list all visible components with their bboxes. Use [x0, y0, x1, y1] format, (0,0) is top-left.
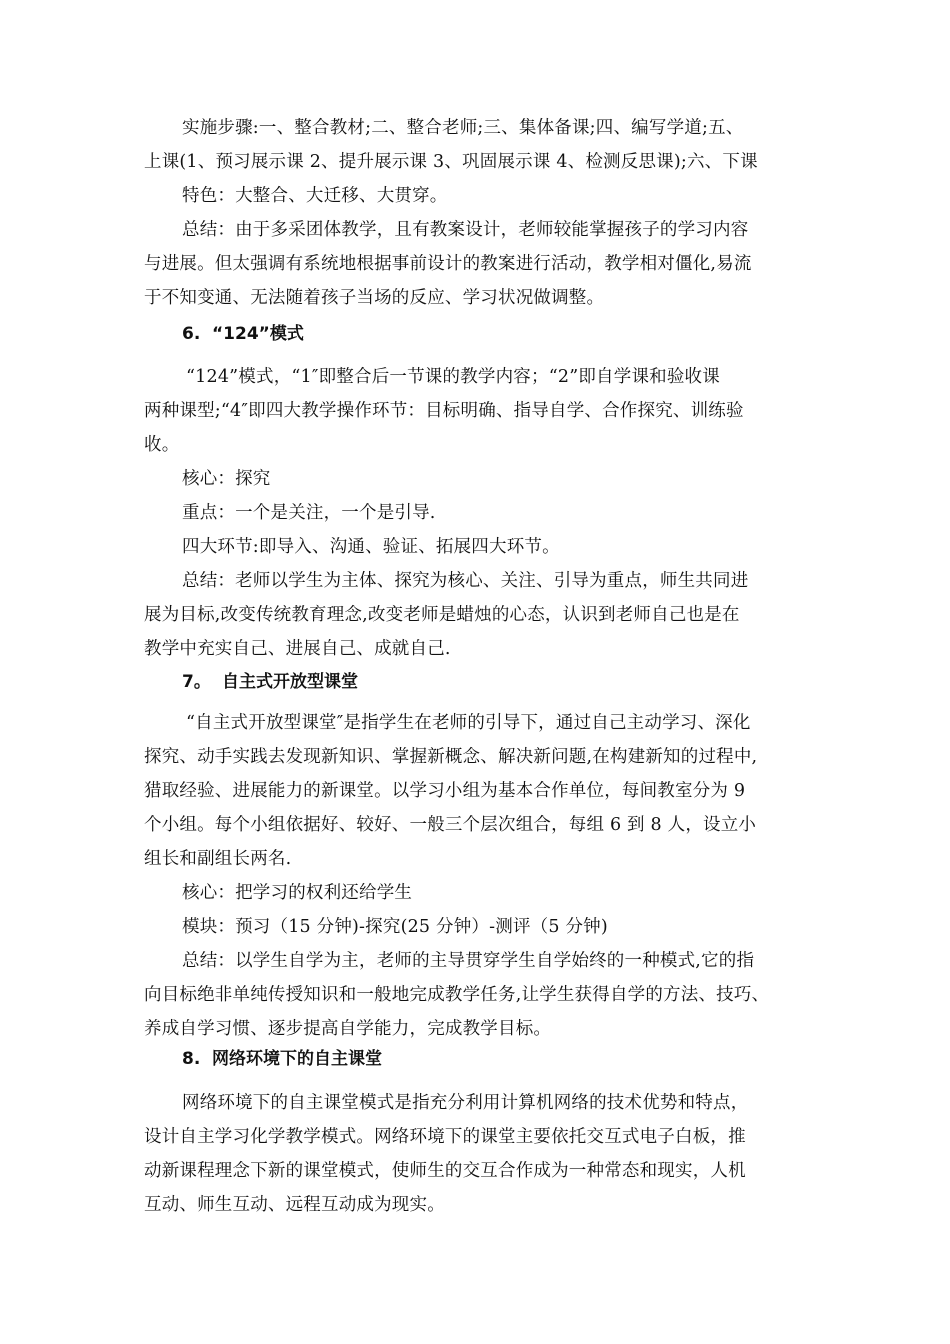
- paragraph-line: 探究、动手实践去发现新知识、掌握新概念、解决新问题,在构建新知的过程中,: [144, 747, 758, 767]
- paragraph-line: 实施步骤:一、整合教材;二、整合老师;三、集体备课;四、编写学道;五、: [182, 118, 744, 138]
- paragraph-line: 个小组。每个小组依据好、较好、一般三个层次组合，每组 6 到 8 人，设立小: [144, 815, 757, 835]
- section-number: 6.: [182, 324, 201, 344]
- paragraph-line: 核心：探究: [182, 469, 271, 489]
- paragraph-line: 于不知变通、无法随着孩子当场的反应、学习状况做调整。: [144, 288, 605, 308]
- paragraph-line: 动新课程理念下新的课堂模式，使师生的交互合作成为一种常态和现实，人机: [144, 1161, 746, 1181]
- paragraph-line: 四大环节:即导入、沟通、验证、拓展四大环节。: [182, 537, 560, 557]
- section-7-heading: [182, 670, 358, 694]
- paragraph-line: 网络环境下的自主课堂模式是指充分利用计算机网络的技术优势和特点，: [182, 1093, 749, 1113]
- paragraph-line: 设计自主学习化学教学模式。网络环境下的课堂主要依托交互式电子白板，推: [144, 1127, 746, 1147]
- intro-paragraphs: [144, 111, 824, 315]
- section-8-heading: [182, 1047, 382, 1071]
- paragraph-line: 展为目标,改变传统教育理念,改变老师是蜡烛的心态，认识到老师自己也是在: [144, 605, 740, 625]
- section-title: “124”模式: [212, 324, 304, 344]
- paragraph-line: 收。: [144, 435, 180, 455]
- paragraph-line: “124”模式，“1″即整合后一节课的教学内容；“2”即自学课和验收课: [186, 367, 720, 387]
- paragraph-line: 两种课型;“4″即四大教学操作环节：目标明确、指导自学、合作探究、训练验: [144, 401, 744, 421]
- paragraph-line: 与进展。但太强调有系统地根据事前设计的教案进行活动，教学相对僵化,易流: [144, 254, 752, 274]
- paragraph-line: 互动、师生互动、远程互动成为现实。: [144, 1195, 445, 1215]
- paragraph-line: 核心：把学习的权利还给学生: [182, 883, 413, 903]
- paragraph-line: 上课(1、预习展示课 2、提升展示课 3、巩固展示课 4、检测反思课);六、下课: [144, 152, 758, 172]
- paragraph-line: 养成自学习惯、逐步提高自学能力，完成教学目标。: [144, 1019, 552, 1039]
- section-7-body: [144, 706, 824, 1046]
- paragraph-line: 特色：大整合、大迁移、大贯穿。: [182, 186, 448, 206]
- paragraph-line: 猎取经验、进展能力的新课堂。以学习小组为基本合作单位，每间教室分为 9: [144, 781, 746, 801]
- section-title: 自主式开放型课堂: [222, 672, 358, 692]
- section-number: 8.: [182, 1049, 201, 1069]
- paragraph-line: 总结：以学生自学为主，老师的主导贯穿学生自学始终的一种模式,它的指: [182, 951, 755, 971]
- paragraph-line: 总结：老师以学生为主体、探究为核心、关注、引导为重点，师生共同进: [182, 571, 749, 591]
- section-6-body: [144, 360, 824, 666]
- paragraph-line: 向目标绝非单纯传授知识和一般地完成教学任务,让学生获得自学的方法、技巧、: [144, 985, 770, 1005]
- paragraph-line: “自主式开放型课堂″是指学生在老师的引导下，通过自己主动学习、深化: [186, 713, 751, 733]
- section-8-body: [144, 1086, 824, 1222]
- paragraph-line: 重点：一个是关注，一个是引导.: [182, 503, 436, 523]
- paragraph-line: 组长和副组长两名.: [144, 849, 292, 869]
- section-number: 7。: [182, 672, 211, 692]
- paragraph-line: 教学中充实自己、进展自己、成就自己.: [144, 639, 451, 659]
- section-6-heading: [182, 322, 304, 346]
- paragraph-line: 模块：预习（15 分钟)-探究(25 分钟）-测评（5 分钟): [182, 917, 608, 937]
- paragraph-line: 总结：由于多采团体教学，且有教案设计，老师较能掌握孩子的学习内容: [182, 220, 749, 240]
- section-title: 网络环境下的自主课堂: [212, 1049, 382, 1069]
